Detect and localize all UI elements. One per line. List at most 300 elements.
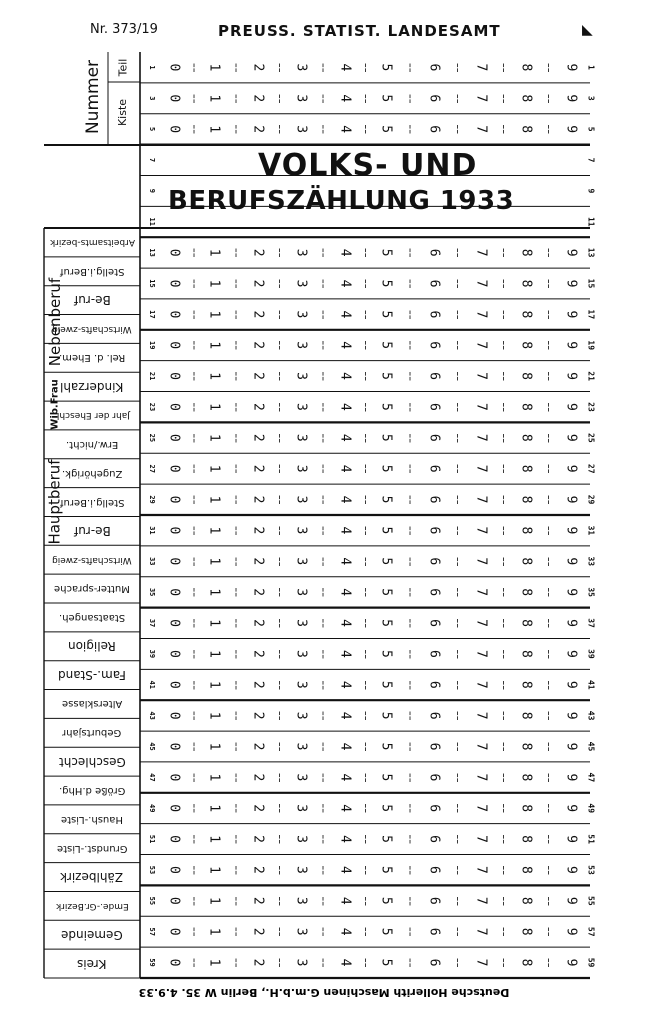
- digit-separator: ¦: [232, 278, 240, 290]
- punch-digit-9: 9: [563, 94, 579, 103]
- punch-digit-0: 0: [166, 464, 182, 473]
- punch-digit-4: 4: [337, 649, 353, 658]
- punch-digit-4: 4: [337, 742, 353, 751]
- punch-digit-8: 8: [518, 588, 534, 597]
- card-column-number-left: 29: [148, 495, 156, 504]
- digit-separator: ¦: [500, 494, 507, 506]
- punch-digit-3: 3: [293, 958, 309, 967]
- digit-separator: ¦: [406, 247, 414, 259]
- punch-digit-5: 5: [378, 927, 394, 936]
- punch-digit-8: 8: [518, 711, 534, 720]
- digit-separator: ¦: [500, 525, 507, 537]
- punch-digit-9: 9: [563, 248, 579, 257]
- digit-separator: ¦: [276, 957, 283, 969]
- punch-digit-7: 7: [473, 680, 489, 689]
- punch-digit-9: 9: [563, 372, 579, 381]
- punch-digit-4: 4: [337, 958, 353, 967]
- digit-separator: ¦: [545, 679, 552, 691]
- digit-separator: ¦: [232, 62, 240, 74]
- digit-separator: ¦: [276, 371, 283, 383]
- punch-digit-6: 6: [426, 248, 442, 257]
- field-label: Erw./nicht.: [65, 438, 119, 450]
- digit-separator: ¦: [319, 648, 327, 660]
- digit-separator: ¦: [500, 587, 507, 599]
- punch-digit-4: 4: [337, 896, 353, 905]
- field-label: Emde.-Gr.Bezirk: [55, 900, 129, 911]
- punch-digit-8: 8: [518, 557, 534, 566]
- punch-digit-6: 6: [426, 619, 442, 627]
- hauptberuf-group-label: Hauptberuf: [46, 459, 64, 545]
- punch-digit-3: 3: [293, 310, 309, 319]
- punch-digit-7: 7: [473, 649, 489, 658]
- punch-digit-5: 5: [378, 125, 394, 134]
- punch-digit-2: 2: [250, 619, 266, 627]
- punch-digit-7: 7: [473, 557, 489, 566]
- punch-digit-5: 5: [378, 372, 394, 381]
- digit-separator: ¦: [454, 926, 461, 938]
- punch-digit-9: 9: [563, 958, 579, 967]
- digit-separator: ¦: [276, 62, 283, 74]
- digit-separator: ¦: [500, 62, 507, 74]
- punch-digit-2: 2: [250, 742, 266, 751]
- punch-digit-0: 0: [166, 742, 182, 751]
- digit-separator: ¦: [319, 926, 327, 938]
- field-label: Fam.-Stand: [58, 668, 126, 683]
- punch-digit-8: 8: [518, 742, 534, 751]
- digit-separator: ¦: [232, 247, 240, 259]
- digit-separator: ¦: [232, 340, 240, 352]
- punch-digit-8: 8: [518, 804, 534, 813]
- digit-separator: ¦: [545, 494, 552, 506]
- digit-separator: ¦: [406, 525, 414, 537]
- digit-separator: ¦: [276, 93, 283, 105]
- digit-separator: ¦: [545, 803, 552, 815]
- digit-separator: ¦: [319, 741, 327, 753]
- punch-digit-9: 9: [563, 711, 579, 720]
- punch-digit-1: 1: [206, 495, 222, 504]
- digit-separator: ¦: [190, 93, 198, 105]
- digit-separator: ¦: [406, 834, 414, 846]
- digit-separator: ¦: [276, 679, 283, 691]
- digit-separator: ¦: [362, 710, 369, 722]
- nummer-label: Nummer: [83, 59, 103, 135]
- punch-digit-3: 3: [293, 866, 309, 874]
- punch-digit-1: 1: [206, 588, 222, 597]
- punch-digit-8: 8: [518, 248, 534, 257]
- digit-separator: ¦: [190, 556, 198, 568]
- card-column-number-left: 25: [148, 433, 156, 443]
- digit-separator: ¦: [319, 957, 327, 969]
- punch-digit-2: 2: [250, 835, 266, 844]
- punch-digit-7: 7: [473, 464, 489, 473]
- digit-separator: ¦: [319, 93, 327, 105]
- punch-digit-9: 9: [563, 125, 579, 134]
- digit-separator: ¦: [545, 432, 552, 444]
- punch-digit-3: 3: [293, 711, 309, 720]
- digit-separator: ¦: [276, 494, 283, 506]
- field-label: Größe d.Hhg.: [58, 784, 126, 796]
- punch-digit-6: 6: [426, 310, 442, 319]
- digit-separator: ¦: [406, 124, 414, 136]
- punch-digit-9: 9: [563, 835, 579, 844]
- card-column-number-left: 49: [148, 804, 156, 813]
- punch-digit-7: 7: [473, 310, 489, 319]
- digit-separator: ¦: [276, 926, 283, 938]
- field-label: Wirtschafts-zweig: [52, 323, 132, 334]
- card-column-number-left: 33: [148, 557, 156, 566]
- digit-separator: ¦: [276, 463, 283, 475]
- digit-separator: ¦: [319, 278, 327, 290]
- kiste-label: Kiste: [116, 98, 130, 126]
- digit-separator: ¦: [190, 834, 198, 846]
- punch-digit-1: 1: [206, 63, 222, 72]
- digit-separator: ¦: [319, 371, 327, 383]
- digit-separator: ¦: [362, 834, 369, 846]
- digit-separator: ¦: [276, 741, 283, 753]
- digit-separator: ¦: [232, 679, 240, 691]
- digit-separator: ¦: [500, 864, 507, 876]
- punch-digit-2: 2: [250, 464, 266, 473]
- digit-separator: ¦: [545, 926, 552, 938]
- punch-digit-9: 9: [563, 403, 579, 411]
- card-column-number: 47: [586, 772, 596, 783]
- digit-separator: ¦: [276, 525, 283, 537]
- card-column-number: 53: [586, 865, 596, 875]
- digit-separator: ¦: [406, 772, 414, 784]
- digit-separator: ¦: [454, 587, 461, 599]
- card-column-number: 33: [586, 556, 596, 567]
- punch-digit-1: 1: [206, 804, 222, 813]
- digit-separator: ¦: [232, 834, 240, 846]
- card-column-number: 5: [586, 126, 596, 132]
- digit-separator: ¦: [362, 124, 369, 136]
- digit-separator: ¦: [232, 618, 240, 630]
- punch-digit-0: 0: [166, 125, 182, 134]
- punch-digit-1: 1: [206, 433, 222, 442]
- digit-separator: ¦: [232, 494, 240, 506]
- punch-digit-9: 9: [563, 341, 579, 350]
- punch-digit-7: 7: [473, 711, 489, 720]
- digit-separator: ¦: [319, 247, 327, 259]
- field-label: Kreis: [77, 956, 107, 971]
- digit-separator: ¦: [276, 618, 283, 630]
- punch-digit-2: 2: [250, 495, 266, 504]
- punch-digit-5: 5: [378, 63, 394, 72]
- card-column-number-left: 3: [148, 96, 156, 101]
- field-label: Staatsangeh.: [58, 611, 126, 623]
- punch-digit-7: 7: [473, 958, 489, 967]
- punch-digit-0: 0: [166, 557, 182, 566]
- card-column-number: 35: [586, 587, 596, 597]
- digit-separator: ¦: [454, 895, 461, 907]
- digit-separator: ¦: [545, 895, 552, 907]
- card-column-number-left: 13: [148, 248, 156, 257]
- punch-digit-8: 8: [518, 403, 534, 411]
- digit-separator: ¦: [406, 93, 414, 105]
- punch-digit-1: 1: [206, 403, 222, 411]
- punch-digit-9: 9: [563, 464, 579, 473]
- punch-digit-7: 7: [473, 495, 489, 504]
- punch-digit-4: 4: [337, 773, 353, 782]
- digit-separator: ¦: [500, 803, 507, 815]
- card-column-number-left: 19: [148, 341, 156, 350]
- digit-separator: ¦: [545, 648, 552, 660]
- digit-separator: ¦: [454, 710, 461, 722]
- punch-digit-0: 0: [166, 927, 182, 936]
- digit-separator: ¦: [500, 247, 507, 259]
- digit-separator: ¦: [545, 124, 552, 136]
- digit-separator: ¦: [232, 309, 240, 321]
- digit-separator: ¦: [362, 618, 369, 630]
- punch-digit-1: 1: [206, 649, 222, 658]
- punch-digit-6: 6: [426, 649, 442, 658]
- punch-digit-4: 4: [337, 557, 353, 566]
- field-label: Rel. d. Ehem.: [58, 352, 126, 364]
- punch-digit-6: 6: [426, 279, 442, 288]
- card-column-number-left: 11: [148, 217, 156, 226]
- digit-separator: ¦: [454, 401, 461, 413]
- digit-separator: ¦: [454, 93, 461, 105]
- punch-digit-3: 3: [293, 495, 309, 504]
- punch-digit-9: 9: [563, 588, 579, 597]
- digit-separator: ¦: [406, 710, 414, 722]
- digit-separator: ¦: [454, 834, 461, 846]
- punch-digit-2: 2: [250, 711, 266, 720]
- punch-digit-6: 6: [426, 557, 442, 566]
- digit-separator: ¦: [362, 401, 369, 413]
- punch-digit-7: 7: [473, 927, 489, 936]
- digit-separator: ¦: [406, 618, 414, 630]
- digit-separator: ¦: [500, 772, 507, 784]
- digit-separator: ¦: [319, 124, 327, 136]
- digit-separator: ¦: [500, 309, 507, 321]
- digit-separator: ¦: [232, 93, 240, 105]
- punch-digit-6: 6: [426, 896, 442, 905]
- punch-digit-9: 9: [563, 433, 579, 442]
- digit-separator: ¦: [232, 648, 240, 660]
- punch-digit-8: 8: [518, 773, 534, 782]
- digit-separator: ¦: [232, 957, 240, 969]
- census-title-line2: BERUFSZÄHLUNG 1933: [168, 186, 515, 216]
- digit-separator: ¦: [362, 463, 369, 475]
- punch-digit-7: 7: [473, 63, 489, 72]
- digit-separator: ¦: [232, 371, 240, 383]
- digit-separator: ¦: [500, 124, 507, 136]
- punch-digit-9: 9: [563, 526, 579, 535]
- punch-digit-6: 6: [426, 464, 442, 473]
- punch-digit-1: 1: [206, 279, 222, 288]
- card-column-number: 17: [586, 309, 596, 320]
- digit-separator: ¦: [276, 864, 283, 876]
- punch-digit-6: 6: [426, 495, 442, 504]
- digit-separator: ¦: [545, 618, 552, 630]
- digit-separator: ¦: [362, 772, 369, 784]
- digit-separator: ¦: [190, 278, 198, 290]
- punch-digit-1: 1: [206, 94, 222, 103]
- digit-separator: ¦: [190, 494, 198, 506]
- punch-digit-5: 5: [378, 403, 394, 411]
- digit-separator: ¦: [319, 401, 327, 413]
- punch-digit-4: 4: [337, 125, 353, 134]
- digit-separator: ¦: [232, 926, 240, 938]
- digit-separator: ¦: [232, 895, 240, 907]
- punch-digit-8: 8: [518, 526, 534, 535]
- punch-digit-3: 3: [293, 588, 309, 597]
- punch-digit-0: 0: [166, 495, 182, 504]
- punch-digit-4: 4: [337, 94, 353, 103]
- punch-digit-9: 9: [563, 896, 579, 905]
- punch-digit-0: 0: [166, 896, 182, 905]
- punch-digit-4: 4: [337, 711, 353, 720]
- digit-separator: ¦: [454, 494, 461, 506]
- punch-digit-1: 1: [206, 927, 222, 936]
- punch-digit-6: 6: [426, 742, 442, 751]
- card-column-number-left: 39: [148, 649, 156, 659]
- punch-digit-4: 4: [337, 372, 353, 381]
- punch-digit-9: 9: [563, 742, 579, 751]
- punch-digit-1: 1: [206, 341, 222, 350]
- punch-digit-9: 9: [563, 773, 579, 782]
- digit-separator: ¦: [362, 803, 369, 815]
- digit-separator: ¦: [190, 62, 198, 74]
- punch-digit-5: 5: [378, 433, 394, 442]
- digit-separator: ¦: [545, 401, 552, 413]
- digit-separator: ¦: [454, 309, 461, 321]
- digit-separator: ¦: [190, 371, 198, 383]
- punch-digit-7: 7: [473, 433, 489, 442]
- punch-digit-3: 3: [293, 896, 309, 905]
- digit-separator: ¦: [232, 741, 240, 753]
- punch-digit-7: 7: [473, 526, 489, 535]
- card-column-number: 39: [586, 649, 596, 659]
- punch-digit-5: 5: [378, 896, 394, 905]
- digit-separator: ¦: [406, 679, 414, 691]
- wib-frau-group-label: Wib.Frau: [49, 378, 61, 430]
- digit-separator: ¦: [319, 525, 327, 537]
- punch-digit-6: 6: [426, 835, 442, 844]
- field-label: Altersklasse: [61, 698, 123, 710]
- digit-separator: ¦: [406, 340, 414, 352]
- punch-digit-8: 8: [518, 866, 534, 874]
- digit-separator: ¦: [362, 957, 369, 969]
- digit-separator: ¦: [454, 463, 461, 475]
- digit-separator: ¦: [454, 247, 461, 259]
- punch-digit-7: 7: [473, 94, 489, 103]
- card-column-number: 19: [586, 340, 596, 351]
- punch-digit-0: 0: [166, 866, 182, 874]
- punch-digit-2: 2: [250, 279, 266, 288]
- field-label: Be-ruf: [73, 523, 111, 538]
- punch-digit-5: 5: [378, 835, 394, 844]
- punch-digit-3: 3: [293, 372, 309, 381]
- digit-separator: ¦: [190, 772, 198, 784]
- field-label: Geburtsjahr: [62, 727, 122, 739]
- punch-digit-3: 3: [293, 433, 309, 442]
- card-column-number: 13: [586, 247, 596, 258]
- digit-separator: ¦: [545, 556, 552, 568]
- digit-separator: ¦: [276, 710, 283, 722]
- punch-digit-0: 0: [166, 619, 182, 627]
- digit-separator: ¦: [319, 895, 327, 907]
- card-column-number: 41: [586, 679, 596, 690]
- card-column-number: 37: [586, 618, 596, 628]
- punch-digit-4: 4: [337, 927, 353, 936]
- punch-digit-0: 0: [166, 526, 182, 535]
- punch-digit-8: 8: [518, 310, 534, 319]
- digit-separator: ¦: [406, 278, 414, 290]
- punch-digit-2: 2: [250, 866, 266, 874]
- punch-digit-2: 2: [250, 958, 266, 967]
- digit-separator: ¦: [190, 864, 198, 876]
- punch-digit-6: 6: [426, 680, 442, 689]
- digit-separator: ¦: [362, 62, 369, 74]
- digit-separator: ¦: [276, 648, 283, 660]
- punch-digit-6: 6: [426, 341, 442, 350]
- punch-digit-9: 9: [563, 649, 579, 658]
- digit-separator: ¦: [232, 463, 240, 475]
- punch-digit-3: 3: [293, 125, 309, 134]
- field-label: Haush.-Liste: [61, 813, 123, 825]
- digit-separator: ¦: [319, 463, 327, 475]
- punch-digit-7: 7: [473, 742, 489, 751]
- card-column-number-left: 53: [148, 865, 156, 875]
- punch-digit-3: 3: [293, 403, 309, 411]
- punch-digit-8: 8: [518, 279, 534, 288]
- punch-digit-8: 8: [518, 464, 534, 473]
- punch-digit-0: 0: [166, 341, 182, 350]
- punch-digit-8: 8: [518, 680, 534, 689]
- digit-separator: ¦: [545, 62, 552, 74]
- punch-digit-2: 2: [250, 557, 266, 566]
- punch-digit-5: 5: [378, 680, 394, 689]
- punch-digit-6: 6: [426, 94, 442, 103]
- digit-separator: ¦: [190, 587, 198, 599]
- digit-separator: ¦: [454, 864, 461, 876]
- punch-digit-4: 4: [337, 310, 353, 319]
- digit-separator: ¦: [232, 864, 240, 876]
- digit-separator: ¦: [319, 772, 327, 784]
- punch-digit-6: 6: [426, 125, 442, 134]
- digit-separator: ¦: [190, 895, 198, 907]
- punch-digit-2: 2: [250, 63, 266, 72]
- digit-separator: ¦: [190, 648, 198, 660]
- digit-separator: ¦: [190, 741, 198, 753]
- punch-digit-8: 8: [518, 372, 534, 381]
- punch-digit-8: 8: [518, 94, 534, 103]
- digit-separator: ¦: [500, 463, 507, 475]
- punch-digit-9: 9: [563, 866, 579, 874]
- digit-separator: ¦: [500, 648, 507, 660]
- card-column-number-left: 21: [148, 371, 156, 381]
- punch-digit-1: 1: [206, 464, 222, 473]
- field-label: Gemeinde: [61, 927, 123, 942]
- punch-digit-5: 5: [378, 773, 394, 782]
- punch-digit-0: 0: [166, 248, 182, 257]
- punch-digit-2: 2: [250, 896, 266, 905]
- digit-separator: ¦: [276, 772, 283, 784]
- digit-separator: ¦: [500, 340, 507, 352]
- punch-digit-8: 8: [518, 958, 534, 967]
- punch-digit-7: 7: [473, 866, 489, 874]
- digit-separator: ¦: [500, 926, 507, 938]
- punch-digit-4: 4: [337, 619, 353, 627]
- punch-digit-8: 8: [518, 835, 534, 844]
- digit-separator: ¦: [362, 926, 369, 938]
- punch-digit-7: 7: [473, 341, 489, 350]
- card-column-number: 57: [586, 926, 596, 937]
- census-title-line1: VOLKS- UND: [258, 148, 478, 183]
- punch-digit-7: 7: [473, 896, 489, 905]
